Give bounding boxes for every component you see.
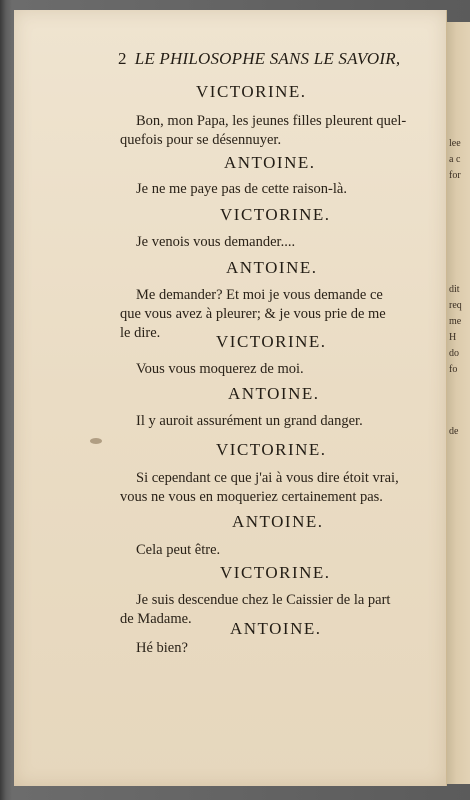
speaker-name: ANTOINE. <box>232 512 324 531</box>
dialogue-line: Me demander? Et moi je vous demande ce <box>136 287 383 303</box>
facing-fragment: req <box>449 300 462 311</box>
dialogue-line: Bon, mon Papa, les jeunes filles pleurent quel- <box>136 113 407 129</box>
dialogue-line: Je ne me paye pas de cette raison-là. <box>136 181 347 197</box>
dialogue-line: Je venois vous demander.... <box>136 234 296 250</box>
dialogue-line: Il y auroit assurément un grand danger. <box>136 413 363 429</box>
speaker-name: ANTOINE. <box>224 153 316 172</box>
facing-fragment: a c <box>449 154 461 165</box>
ink-smudge <box>90 438 102 444</box>
facing-page-edge <box>446 22 470 784</box>
dialogue-line: quefois pour se désennuyer. <box>120 132 282 148</box>
dialogue-line: de Madame. <box>120 611 192 627</box>
speaker-name: VICTORINE. <box>216 440 327 459</box>
speaker-name: ANTOINE. <box>226 258 318 277</box>
dialogue-line: vous ne vous en moqueriez certainement pas. <box>120 489 383 505</box>
facing-fragment: me <box>449 316 462 327</box>
facing-fragment: H <box>449 332 457 343</box>
facing-fragment: fo <box>449 364 458 375</box>
speaker-name: VICTORINE. <box>216 332 327 351</box>
speaker-name: VICTORINE. <box>196 82 307 101</box>
running-header <box>118 49 428 69</box>
dialogue-line: Je suis descendue chez le Caissier de la part <box>136 592 391 608</box>
dialogue-line: Cela peut être. <box>136 542 221 558</box>
facing-fragment: lee <box>449 138 461 149</box>
running-title: LE PHILOSOPHE SANS LE SAVOIR, <box>134 49 401 68</box>
speaker-name: ANTOINE. <box>228 384 320 403</box>
facing-fragment: for <box>449 170 461 181</box>
facing-fragment: do <box>449 348 459 359</box>
speaker-name: VICTORINE. <box>220 563 331 582</box>
speaker-name: ANTOINE. <box>230 619 322 638</box>
dialogue-line: Hé bien? <box>136 640 188 656</box>
dialogue-line: que vous avez à pleurer; & je vous prie de me <box>120 306 386 322</box>
dialogue-line: le dire. <box>120 325 161 341</box>
page-number: 2 <box>118 49 127 68</box>
dialogue-line: Vous vous moquerez de moi. <box>136 361 304 377</box>
facing-fragment: de <box>449 426 459 437</box>
speaker-name: VICTORINE. <box>220 205 331 224</box>
facing-fragment: dit <box>449 284 460 295</box>
dialogue-line: Si cependant ce que j'ai à vous dire étoit vrai, <box>136 470 399 486</box>
